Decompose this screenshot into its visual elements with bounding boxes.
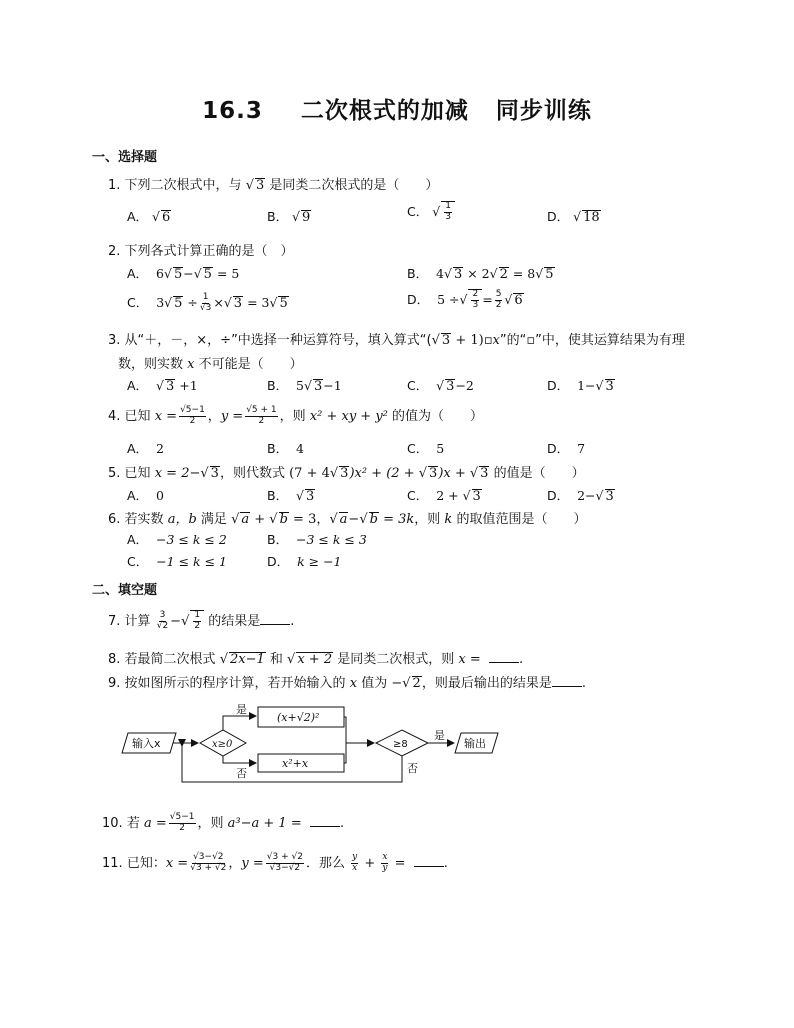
question-7: 7. 计算 $\frac{3}{√2}$ −√ $\frac{1}{2}$ 的结果是 . (108, 610, 295, 631)
yes-branch (223, 716, 256, 730)
post: −1 (323, 378, 342, 393)
q7-a: 计算 (124, 614, 151, 629)
opt-label: D． (267, 554, 290, 569)
question-11 (102, 852, 448, 874)
q3-option-c: C． √ 3−2 (407, 378, 474, 394)
fraction (190, 853, 226, 874)
q8-num: 8. (108, 652, 121, 667)
q8-b: 和 (269, 652, 283, 667)
radicand: 3 (340, 466, 349, 481)
post: +1 (175, 378, 198, 393)
frac-den: 2 (258, 416, 265, 426)
opt-value: −3 ≤ k ≤ 3 (296, 532, 367, 547)
q2-option-a: A． 6√ 5−√ 5 = 5 (127, 266, 240, 282)
answer-blank[interactable] (489, 652, 519, 663)
no-label-2: 否 (407, 762, 418, 775)
op: + (250, 512, 270, 527)
q4-b: ，则 (279, 409, 306, 424)
q5-option-a (127, 486, 164, 504)
title-number: 16.3 (202, 98, 263, 124)
q3-radicand: 3 (441, 333, 451, 348)
q3-option-b: B． 5√ 3−1 (267, 378, 342, 394)
op: − (391, 676, 403, 691)
radicand: 3 (165, 379, 175, 394)
fraction (381, 853, 388, 874)
q11-yeq: y = (241, 856, 264, 871)
q10-end: . (339, 816, 345, 831)
q1-option-b: B． √ 9 (267, 209, 311, 225)
frac-den: 3 (205, 303, 212, 313)
q7-end: . (290, 614, 295, 629)
radicand: 3 (210, 466, 219, 481)
frac-den: 2 (495, 299, 502, 310)
opt-value: 4 (296, 441, 304, 456)
q3-line1a: 从“＋，－，×，÷”中选择一种运算符号，填入算式“( (124, 333, 432, 348)
radicand: 3 (233, 296, 243, 311)
q6-option-a (127, 530, 227, 548)
opt-label: A． (127, 378, 149, 393)
opt-value: 2 (156, 441, 164, 456)
merge-line-1 (344, 717, 374, 743)
fraction (444, 202, 452, 223)
radicand: 3 (429, 466, 438, 481)
q5-e1: (7 + 4 (289, 466, 330, 481)
opt-label: D． (407, 291, 430, 307)
question-9: 9. 按如图所示的程序计算，若开始输入的 x 值为 −√ 2，则最后输出的结果是 . (108, 676, 586, 691)
op: = (482, 291, 493, 307)
q6-option-c (127, 552, 227, 570)
opt-label: A． (127, 266, 149, 281)
result: = 8 (512, 266, 536, 281)
frac-num: √5−1 (169, 812, 195, 823)
radicand: 3 (480, 466, 489, 481)
process-label-2: x²+x (282, 757, 309, 770)
process-label-1: (x+√2)² (277, 711, 320, 724)
q6-num: 6. (108, 512, 121, 527)
result: = 5 (216, 266, 240, 281)
q3-option-d: D． 1−√ 3 (547, 378, 614, 394)
radicand: 3 (453, 267, 463, 282)
op: ÷ (187, 295, 198, 310)
radicand: 2 (412, 676, 421, 691)
pre: 2 + (436, 488, 463, 503)
q6-ab: a，b (167, 512, 197, 527)
opt-label: A． (127, 532, 149, 547)
opt-label: C． (407, 441, 429, 456)
frac-den: 3 (472, 299, 479, 310)
title-suffix: 同步训练 (495, 98, 592, 124)
q5-xeq: x = 2− (154, 466, 201, 481)
program-flowchart (120, 700, 500, 790)
op: − (170, 614, 182, 629)
question-10 (102, 812, 344, 834)
opt-label: D． (547, 378, 570, 393)
fraction (471, 290, 479, 311)
yes-label-2: 是 (434, 729, 445, 742)
q4-num: 4. (108, 409, 121, 424)
frac-den: √3 + √2 (190, 863, 227, 873)
opt-value: 0 (156, 488, 164, 503)
coef: 4 (436, 266, 444, 281)
frac-den: 3 (445, 211, 451, 222)
q4-c: 的值为（ ） (392, 409, 484, 424)
q2-text: 下列各式计算正确的是（ ） (124, 244, 294, 259)
op: × (213, 295, 224, 310)
frac-num: y (352, 852, 358, 863)
input-label: 输入x (132, 737, 161, 750)
opt-label: C． (407, 203, 429, 219)
radicand: 5 (174, 296, 183, 311)
q5-e2: )x² + (2 + (349, 466, 419, 481)
opt-label: C． (407, 378, 429, 393)
q6-k: k (444, 512, 453, 527)
q7-b: 的结果是 (208, 614, 261, 629)
q4-expr: x² + xy + y² (309, 409, 388, 424)
q6-eq2: = 3k (378, 512, 415, 527)
q4-yeq: y = (220, 409, 244, 424)
frac-num: 5 (495, 289, 502, 299)
title-text: 二次根式的加减 (300, 98, 469, 124)
q4-option-d (547, 439, 585, 457)
q4-option-c (407, 439, 444, 457)
coef: 5 ÷ (437, 291, 460, 307)
opt-label: B． (407, 266, 429, 281)
frac-den: √2 (156, 621, 169, 631)
q5-option-b: B． √ 3 (267, 488, 315, 504)
q8-c: 是同类二次根式，则 (337, 652, 455, 667)
q3-line1c: ”的“▫”中，使其运算结果为有理 (499, 333, 685, 348)
q5-option-c: C． 2 + √ 3 (407, 488, 481, 504)
question-3-line2 (118, 353, 303, 372)
q1-option-c: C． √ $\frac{1}{3}$ (407, 201, 455, 223)
op: + (360, 856, 380, 871)
opt-label: D． (547, 209, 570, 224)
opt-radicand: 6 (162, 210, 171, 225)
fraction (266, 853, 304, 874)
opt-value: k ≥ −1 (297, 554, 342, 569)
q2-option-d: D． 5 ÷√ $\frac{2}{3}$ = $\frac{5}{2}$ √ 6 (407, 289, 523, 310)
opt-label: B． (267, 532, 289, 547)
frac-num: 1 (445, 201, 451, 211)
fraction (351, 853, 358, 874)
q8-a: 若最简二次根式 (124, 652, 216, 667)
q5-num: 5. (108, 466, 121, 481)
q6-option-b (267, 530, 367, 548)
question-3: 3. 从“＋，－，×，÷”中选择一种运算符号，填入算式“(√ 3 + 1)▫x”的“▫”中，使其运算结果为有理 (108, 333, 685, 348)
q11-end: . (443, 856, 448, 871)
answer-blank[interactable] (414, 856, 444, 867)
opt-value: −3 ≤ k ≤ 2 (156, 532, 227, 547)
answer-blank[interactable] (260, 614, 290, 625)
q9-c: ，则最后输出的结果是 (421, 676, 552, 691)
q1-option-d: D． √ 18 (547, 209, 600, 225)
question-5: 5. 已知 x = 2−√ 3，则代数式 (7 + 4√ 3)x² + (2 + √ 3)x + √ 3 的值是（ ） (108, 466, 585, 481)
section-fill: 二、填空题 (92, 583, 158, 598)
opt-label: C． (127, 554, 149, 569)
q10-b: ，则 (197, 816, 224, 831)
op: − (183, 266, 194, 281)
q3-x2: x (187, 357, 195, 372)
q3-num: 3. (108, 333, 121, 348)
radicand: 3 (472, 489, 481, 504)
q4-xeq: x = (154, 409, 178, 424)
fraction (495, 290, 503, 311)
op: × 2 (467, 266, 490, 281)
q3-line1b: + 1)▫ (451, 333, 493, 348)
condition-label-1: x≥0 (212, 739, 233, 750)
no-branch (223, 756, 256, 763)
q4-option-b (267, 439, 304, 457)
radicand: 2x−1 (229, 652, 265, 667)
question-8: 8. 若最简二次根式 √ 2x−1 和 √ x + 2 是同类二次根式，则 x = . (108, 652, 524, 667)
q9-x: x (349, 676, 358, 691)
condition-label-2: ≥8 (393, 739, 408, 750)
q6-c: ，则 (414, 512, 441, 527)
op: = (390, 856, 406, 871)
q5-c: 的值是（ ） (493, 466, 585, 481)
radicand: a (339, 512, 348, 527)
radicand: b (279, 512, 288, 527)
frac-den: x (352, 863, 358, 873)
answer-blank[interactable] (552, 676, 582, 687)
answer-blank[interactable] (310, 816, 340, 827)
frac-num: 3 (159, 610, 166, 621)
q10-expr: a³−a + 1 = (227, 816, 302, 831)
opt-radicand: 9 (302, 210, 311, 225)
opt-label: B． (267, 209, 289, 224)
q11-xeq: x = (165, 856, 189, 871)
q1-before: 下列二次根式中，与 (124, 178, 242, 193)
opt-value: 5 (436, 441, 445, 456)
opt-label: A． (127, 441, 149, 456)
q2-num: 2. (108, 244, 121, 259)
radicand: 3 (446, 379, 455, 394)
opt-radicand: 18 (583, 210, 600, 225)
output-label: 输出 (464, 737, 486, 750)
opt-label: D． (547, 488, 570, 503)
q9-a: 按如图所示的程序计算，若开始输入的 (124, 676, 346, 691)
q1-radicand: 3 (255, 178, 265, 193)
radicand: 5 (203, 267, 212, 282)
opt-label: D． (547, 441, 570, 456)
radicand: 2 (499, 267, 508, 282)
q5-e3: )x + (438, 466, 470, 481)
q1-option-a: A． √ 6 (127, 209, 171, 225)
q10-num: 10. (102, 816, 123, 831)
page-title (0, 92, 794, 125)
q6-eq1: = 3， (288, 512, 330, 527)
q9-num: 9. (108, 676, 121, 691)
pre: 5 (296, 378, 304, 393)
question-2 (108, 240, 294, 259)
frac-den: 2 (194, 621, 201, 631)
fraction (169, 813, 196, 834)
q3-line2a: 数，则实数 (118, 357, 184, 372)
q9-end: . (581, 676, 586, 691)
pre: 1− (577, 378, 596, 393)
q11-num: 11. (102, 856, 123, 871)
q8-x: x = (458, 652, 481, 667)
q10-aeq: a = (143, 816, 167, 831)
fraction: $\frac{1}{√3}$ (199, 292, 212, 313)
post: −2 (455, 378, 474, 393)
frac-den: 2 (179, 823, 185, 833)
q6-b: 满足 (200, 512, 227, 527)
coef: 3 (156, 295, 165, 310)
opt-label: A． (127, 209, 149, 224)
opt-value: −1 ≤ k ≤ 1 (156, 554, 227, 569)
q5-option-d: D． 2−√ 3 (547, 488, 614, 504)
result: = 3 (247, 295, 270, 310)
opt-label: B． (267, 488, 289, 503)
radicand: 3 (306, 489, 315, 504)
q4-comma: ， (207, 409, 221, 424)
q6-a: 若实数 (124, 512, 164, 527)
q9-b: 值为 (361, 676, 388, 691)
radicand: 3 (313, 379, 323, 394)
question-4 (108, 405, 483, 427)
no-label-1: 否 (236, 767, 247, 780)
q5-b: ，则代数式 (219, 466, 285, 481)
q4-option-a (127, 439, 164, 457)
frac-num: √3−√2 (193, 852, 224, 863)
frac-num: 2 (472, 289, 479, 299)
question-6: 6. 若实数 a，b 满足 √ a + √ b = 3，√ a−√ b = 3k，则 k 的取值范围是（ ） (108, 512, 587, 527)
q11-b: ．那么 (305, 856, 345, 871)
opt-label: A． (127, 488, 149, 503)
q3-line2b: 不可能是（ ） (198, 357, 303, 372)
q1-num: 1. (108, 178, 121, 193)
q5-a: 已知 (124, 466, 151, 481)
frac-den: 2 (189, 416, 196, 426)
coef: 6 (156, 266, 164, 281)
frac-num: √5 + 1 (246, 405, 277, 416)
q2-option-c: C． 3√ 5 ÷ $\frac{1}{√3}$ ×√ 3 = 3√ 5 (127, 292, 288, 313)
radicand: 6 (514, 292, 523, 308)
radicand: 5 (279, 296, 288, 311)
section-choice: 一、选择题 (92, 150, 158, 165)
fraction (245, 406, 277, 427)
radicand: 5 (173, 267, 183, 282)
radicand: 3 (605, 489, 614, 504)
radicand: x + 2 (297, 652, 333, 667)
frac-num: √3 + √2 (266, 852, 303, 863)
q3-option-a: A． √ 3 +1 (127, 378, 198, 394)
fraction (157, 611, 168, 632)
radicand: 5 (545, 267, 554, 282)
frac-num: 1 (202, 292, 209, 303)
radicand: b (369, 512, 378, 527)
q11-a: 已知： (126, 856, 166, 871)
opt-value: 7 (577, 441, 586, 456)
question-1: 1. 下列二次根式中，与 √ 3 是同类二次根式的是（ ） (108, 178, 439, 193)
q7-num: 7. (108, 614, 121, 629)
pre: 2− (577, 488, 596, 503)
q3-x: x (492, 333, 500, 348)
q10-a: 若 (126, 816, 140, 831)
q6-option-d (267, 552, 342, 570)
frac-num: √5−1 (180, 405, 205, 416)
frac-den: √3−√2 (269, 863, 301, 873)
opt-label: C． (127, 295, 149, 310)
q2-option-b: B． 4√ 3 × 2√ 2 = 8√ 5 (407, 266, 554, 282)
q8-end: . (519, 652, 524, 667)
q1-after: 是同类二次根式的是（ ） (269, 178, 439, 193)
opt-label: B． (267, 441, 289, 456)
radicand: 3 (605, 379, 614, 394)
frac-num: 1 (194, 610, 201, 621)
frac-num: x (382, 852, 388, 863)
frac-den: y (382, 863, 388, 873)
fraction (193, 611, 201, 632)
yes-label-1: 是 (236, 703, 247, 716)
opt-label: C． (407, 488, 429, 503)
fraction (179, 406, 206, 427)
q4-a: 已知 (124, 409, 151, 424)
op: − (348, 512, 360, 527)
q6-d: 的取值范围是（ ） (456, 512, 587, 527)
opt-label: B． (267, 378, 289, 393)
q11-comma: ， (228, 856, 242, 871)
radicand: a (241, 512, 250, 527)
